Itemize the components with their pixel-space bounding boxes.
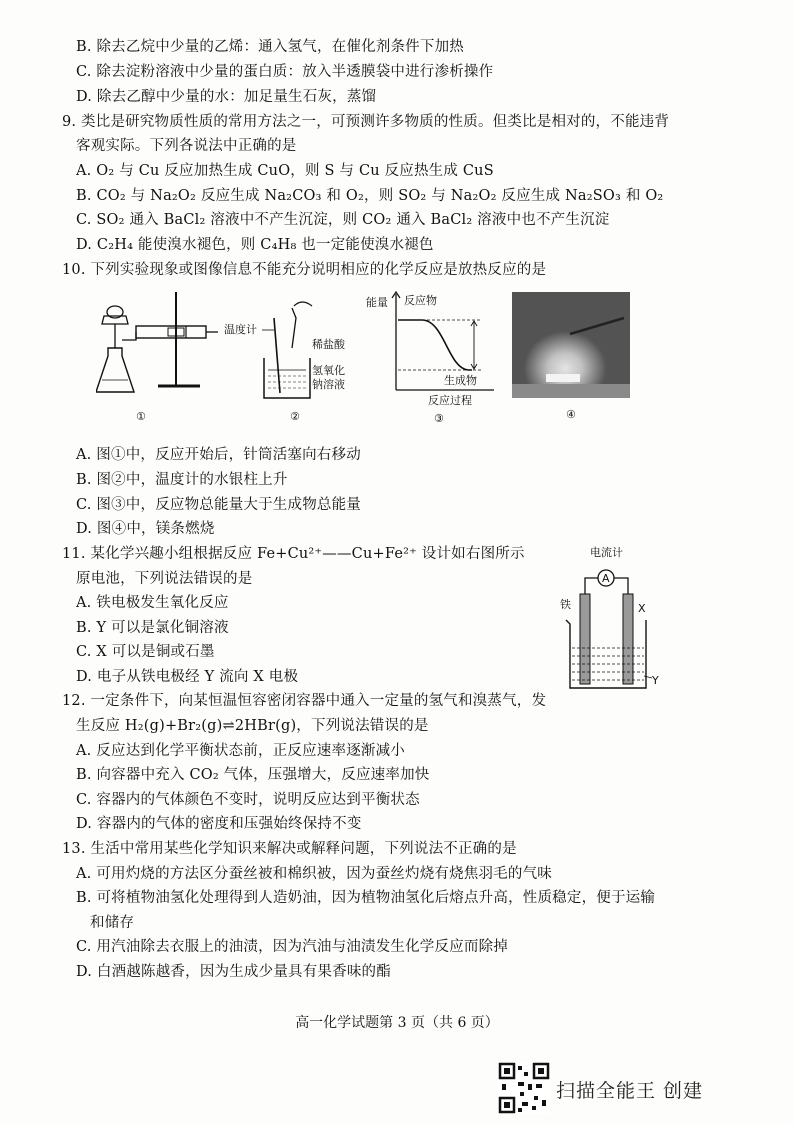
figure-3-energy-diagram bbox=[364, 290, 504, 430]
q12-stem-1: 12. 一定条件下，向某恒温恒容密闭容器中通入一定量的氢气和溴蒸气，发 bbox=[62, 693, 547, 709]
q12-option-b: B. 向容器中充入 CO₂ 气体，压强增大，反应速率加快 bbox=[76, 767, 430, 783]
q11-option-a: A. 铁电极发生氧化反应 bbox=[76, 595, 229, 611]
x-electrode-label: X bbox=[638, 602, 646, 615]
figure-1-flask-syringe bbox=[96, 288, 226, 428]
q10-option-a: A. 图①中，反应开始后，针筒活塞向右移动 bbox=[76, 447, 361, 463]
q9-option-a: A. O₂ 与 Cu 反应加热生成 CuO，则 S 与 Cu 反应热生成 CuS bbox=[76, 163, 494, 179]
q12-stem-2: 生反应 H₂(g)+Br₂(g)⇌2HBr(g)，下列说法错误的是 bbox=[76, 718, 429, 734]
figure-4-magnesium-photo bbox=[512, 292, 632, 428]
ammeter-label: 电流计 bbox=[590, 546, 623, 559]
figure-3-label: ③ bbox=[434, 412, 444, 425]
naoh-label-2: 钠溶液 bbox=[312, 378, 345, 391]
figure-galvanic-cell bbox=[548, 544, 668, 694]
q9-option-b: B. CO₂ 与 Na₂O₂ 反应生成 Na₂CO₃ 和 O₂，则 SO₂ 与 Na₂O₂ 反应生成 Na₂SO₃ 和 O₂ bbox=[76, 188, 664, 204]
q13-option-d: D. 白酒越陈越香，因为生成少量具有果香味的酯 bbox=[76, 964, 391, 980]
figure-2-label: ② bbox=[290, 410, 300, 423]
q12-option-d: D. 容器内的气体的密度和压强始终保持不变 bbox=[76, 816, 362, 832]
figure-1-label: ① bbox=[136, 410, 146, 423]
figure-2-beaker-thermometer bbox=[222, 288, 352, 428]
q11-option-d: D. 电子从铁电极经 Y 流向 X 电极 bbox=[76, 669, 299, 685]
thermometer-label: 温度计 bbox=[224, 323, 257, 336]
q11-option-b: B. Y 可以是氯化铜溶液 bbox=[76, 620, 229, 636]
q10-option-b: B. 图②中，温度计的水银柱上升 bbox=[76, 472, 288, 488]
q8-option-d: D. 除去乙醇中少量的水：加足量生石灰，蒸馏 bbox=[76, 89, 377, 105]
ammeter-symbol: A bbox=[602, 572, 610, 585]
q13-option-a: A. 可用灼烧的方法区分蚕丝被和棉织被，因为蚕丝灼烧有烧焦羽毛的气味 bbox=[76, 866, 552, 882]
q13-option-b-2: 和储存 bbox=[90, 915, 135, 931]
q11-stem-2: 原电池，下列说法错误的是 bbox=[76, 571, 253, 587]
energy-axis-label: 能量 bbox=[366, 296, 388, 309]
q13-stem: 13. 生活中常用某些化学知识来解决或解释问题，下列说法不正确的是 bbox=[62, 841, 517, 857]
reactant-label: 反应物 bbox=[404, 294, 437, 307]
acid-label: 稀盐酸 bbox=[312, 338, 345, 351]
product-label: 生成物 bbox=[444, 374, 477, 387]
process-axis-label: 反应过程 bbox=[428, 394, 472, 407]
page-footer: 高一化学试题第 3 页（共 6 页） bbox=[295, 1015, 499, 1031]
y-solution-label: Y bbox=[652, 674, 659, 687]
q9-option-c: C. SO₂ 通入 BaCl₂ 溶液中不产生沉淀，则 CO₂ 通入 BaCl₂ 溶液中也不产生沉淀 bbox=[76, 212, 610, 228]
q8-option-c: C. 除去淀粉溶液中少量的蛋白质：放入半透膜袋中进行渗析操作 bbox=[76, 64, 494, 80]
q13-option-b-1: B. 可将植物油氢化处理得到人造奶油，因为植物油氢化后熔点升高，性质稳定，便于运输 bbox=[76, 890, 656, 906]
q11-option-c: C. X 可以是铜或石墨 bbox=[76, 644, 215, 660]
q11-stem-1: 11. 某化学兴趣小组根据反应 Fe+Cu²⁺——Cu+Fe²⁺ 设计如右图所示 bbox=[62, 546, 525, 562]
q9-option-d: D. C₂H₄ 能使溴水褪色，则 C₄H₈ 也一定能使溴水褪色 bbox=[76, 237, 434, 253]
scanner-watermark: 扫描全能王 创建 bbox=[556, 1080, 704, 1102]
q10-option-d: D. 图④中，镁条燃烧 bbox=[76, 521, 215, 537]
naoh-label-1: 氢氧化 bbox=[312, 364, 345, 377]
figure-4-label: ④ bbox=[566, 408, 576, 421]
q12-option-a: A. 反应达到化学平衡状态前，正反应速率逐渐减小 bbox=[76, 743, 405, 759]
q9-stem-2: 客观实际。下列各说法中正确的是 bbox=[76, 138, 297, 154]
q8-option-b: B. 除去乙烷中少量的乙烯：通入氢气，在催化剂条件下加热 bbox=[76, 39, 464, 55]
q13-option-c: C. 用汽油除去衣服上的油渍，因为汽油与油渍发生化学反应而除掉 bbox=[76, 939, 508, 955]
q12-option-c: C. 容器内的气体颜色不变时，说明反应达到平衡状态 bbox=[76, 792, 420, 808]
q10-option-c: C. 图③中，反应物总能量大于生成物总能量 bbox=[76, 497, 361, 513]
q9-stem-1: 9. 类比是研究物质性质的常用方法之一，可预测许多物质的性质。但类比是相对的，不能违背 bbox=[62, 114, 670, 130]
qr-code-icon bbox=[498, 1062, 550, 1114]
q10-stem: 10. 下列实验现象或图像信息不能充分说明相应的化学反应是放热反应的是 bbox=[62, 262, 547, 278]
iron-electrode-label: 铁 bbox=[560, 598, 571, 611]
